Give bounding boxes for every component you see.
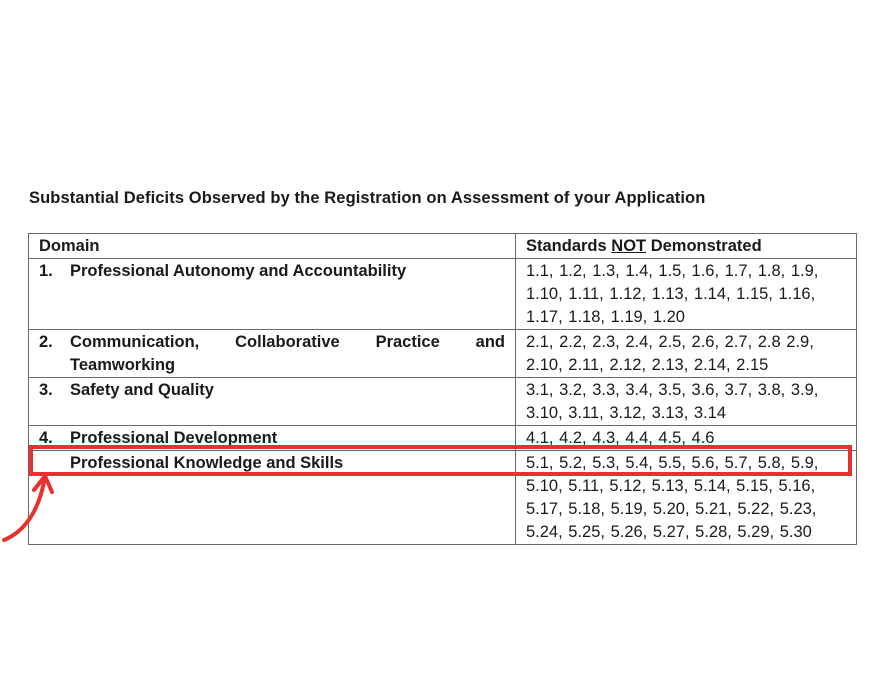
standards-cell: 5.1, 5.2, 5.3, 5.4, 5.5, 5.6, 5.7, 5.8, 5.9, 5.10, 5.11, 5.12, 5.13, 5.14, 5.15, 5.16, 5.17, 5.18, 5.19, 5.20, 5.21, 5.22, 5.23, 5.24, 5.25, 5.26, 5.27, 5.28, 5.29, 5.30 [516,451,857,545]
standards-cell: 4.1, 4.2, 4.3, 4.4, 4.5, 4.6 [516,426,857,451]
curved-arrow-icon [0,470,70,550]
table-header-row [29,234,857,259]
domain-name: Communication, Collaborative Practice and Teamworking [70,333,505,374]
document-heading: Substantial Deficits Observed by the Registration on Assessment of your Application [29,189,706,207]
domain-cell [29,378,516,426]
header-standards-emphasis: NOT [611,237,647,255]
header-standards [516,234,857,259]
table-row [29,378,857,426]
domain-number: 3. [39,381,53,399]
domain-cell [29,330,516,378]
standards-cell: 1.1, 1.2, 1.3, 1.4, 1.5, 1.6, 1.7, 1.8, 1.9, 1.10, 1.11, 1.12, 1.13, 1.14, 1.15, 1.16, 1.17, 1.18, 1.19, 1.20 [516,259,857,330]
standards-text: 3.1, 3.2, 3.3, 3.4, 3.5, 3.6, 3.7, 3.8, 3.9, 3.10, 3.11, 3.12, 3.13, 3.14 [526,381,819,422]
domain-cell [29,451,516,545]
domain-name: Professional Autonomy and Accountability [70,262,407,280]
table-row [29,330,857,378]
domain-number: 1. [39,262,53,280]
standards-cell: 2.1, 2.2, 2.3, 2.4, 2.5, 2.6, 2.7, 2.8 2.9, 2.10, 2.11, 2.12, 2.13, 2.14, 2.15 [516,330,857,378]
header-standards-pre: Standards [526,237,612,255]
domain-cell [29,259,516,330]
domain-number: 4. [39,429,53,447]
deficits-table [28,233,857,545]
header-standards-post: Demonstrated [646,237,762,255]
table-row [29,426,857,451]
standards-cell [516,378,857,426]
domain-name: Safety and Quality [70,381,214,399]
header-domain: Domain [29,234,516,259]
domain-number: 2. [39,333,53,351]
domain-name: Professional Knowledge and Skills [70,454,344,472]
table-row [29,451,857,545]
domain-cell [29,426,516,451]
table-row [29,259,857,330]
domain-name: Professional Development [70,429,278,447]
